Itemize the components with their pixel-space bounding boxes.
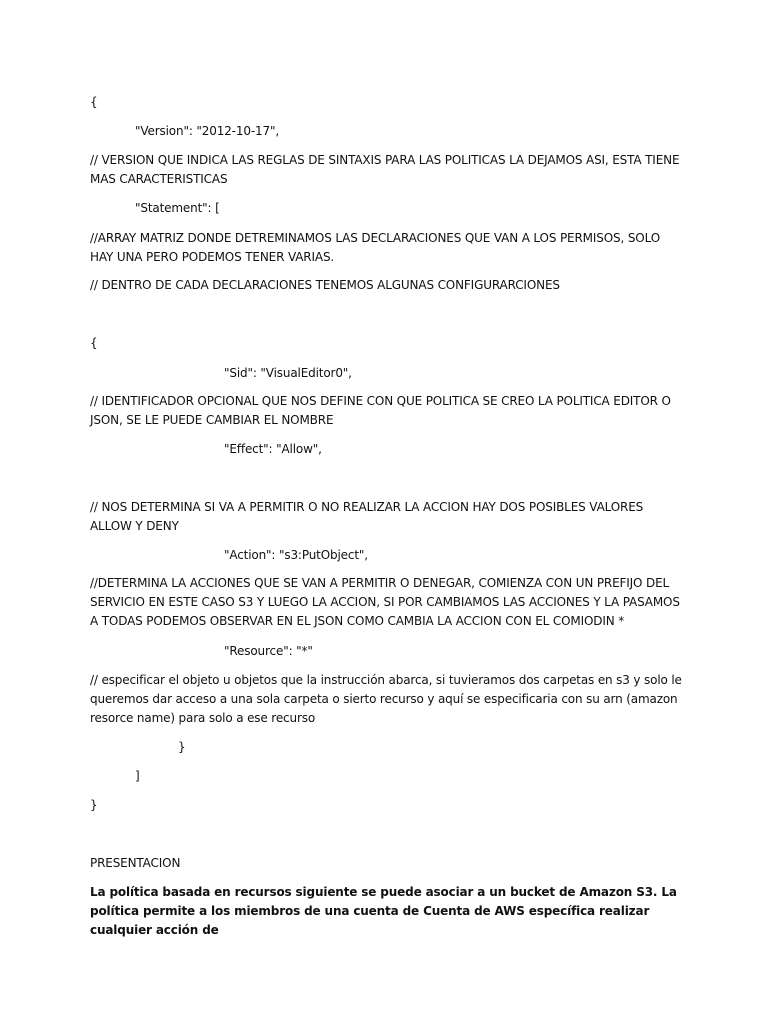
presentation-heading: PRESENTACION	[90, 856, 181, 870]
action-comment: //DETERMINA LA ACCIONES QUE SE VAN A PERMITIR O DENEGAR, COMIENZA CON UN PREFIJO DEL SERVICIO EN ESTE CASO S3 Y LUEGO LA ACCION, SI POR CAMBIAMOS LAS ACCIONES Y LA PASAMOS A TODAS PODEMOS OBSERVAR EN EL JSON COMO CAMBIA LA ACCION CON EL COMIODIN *	[90, 576, 680, 628]
sid-line: "Sid": "VisualEditor0",	[224, 366, 352, 380]
statement-array-close: ]	[135, 769, 140, 783]
statement-close-brace: }	[178, 740, 186, 754]
sid-comment: // IDENTIFICADOR OPCIONAL QUE NOS DEFINE CON QUE POLITICA SE CREO LA POLITICA EDITOR O JSON, SE LE PUEDE CAMBIAR EL NOMBRE	[90, 394, 671, 427]
version-comment: // VERSION QUE INDICA LAS REGLAS DE SINTAXIS PARA LAS POLITICAS LA DEJAMOS ASI, ESTA TIENE MAS CARACTERISTICAS	[90, 153, 680, 186]
statement-line: "Statement": [	[135, 201, 220, 215]
json-close-brace: }	[90, 798, 98, 812]
action-line: "Action": "s3:PutObject",	[224, 548, 368, 562]
version-line: "Version": "2012-10-17",	[135, 124, 280, 138]
effect-line: "Effect": "Allow",	[224, 442, 322, 456]
statement-comment: //ARRAY MATRIZ DONDE DETREMINAMOS LAS DECLARACIONES QUE VAN A LOS PERMISOS, SOLO HAY UNA PERO PODEMOS TENER VARIAS.	[90, 231, 660, 264]
resource-comment: // especificar el objeto u objetos que la instrucción abarca, si tuvieramos dos carpetas en s3 y solo le queremos dar acceso a una sola carpeta o sierto recurso y aquí se especificaria con su arn (amazon resorce name) para solo a ese recurso	[90, 673, 682, 725]
effect-comment: // NOS DETERMINA SI VA A PERMITIR O NO REALIZAR LA ACCION HAY DOS POSIBLES VALORES ALLOW Y DENY	[90, 500, 644, 533]
configuration-comment: // DENTRO DE CADA DECLARACIONES TENEMOS ALGUNAS CONFIGURARCIONES	[90, 278, 560, 292]
resource-line: "Resource": "*"	[224, 644, 313, 658]
json-open-brace: {	[90, 95, 98, 109]
statement-open-brace: {	[90, 336, 98, 350]
presentation-paragraph: La política basada en recursos siguiente se puede asociar a un bucket de Amazon S3. La política permite a los miembros de una cuenta de Cuenta de AWS específica realizar cualquier acción de	[90, 885, 677, 937]
